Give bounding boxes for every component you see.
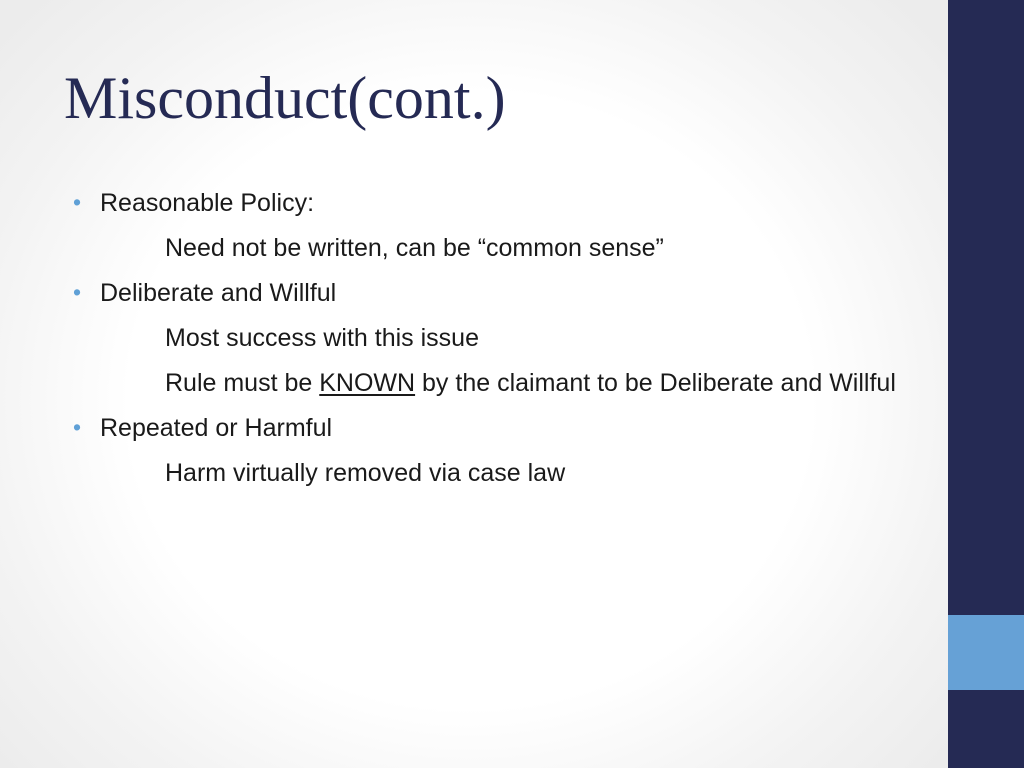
slide-body: [100, 184, 900, 492]
rule-text-after: by the claimant to be Deliberate and Willful: [415, 369, 896, 397]
bullet-repeated-harmful: • Repeated or Harmful: [100, 409, 900, 447]
slide-title: Misconduct(cont.): [64, 65, 506, 131]
rule-text-before: Rule must be: [165, 369, 320, 397]
sub-item-harm-removed: Harm virtually removed via case law: [165, 459, 566, 487]
side-accent-block: [948, 615, 1024, 690]
bullet-reasonable-policy: • Reasonable Policy:: [100, 184, 900, 222]
bullet-deliberate-willful: • Deliberate and Willful: [100, 274, 900, 312]
sub-item-rule-known: [100, 364, 900, 402]
known-emphasis: KNOWN: [319, 369, 416, 397]
sub-item-need-not-be-written: Need not be written, can be “common sense”: [165, 234, 664, 262]
sub-item-most-success: Most success with this issue: [165, 324, 479, 352]
